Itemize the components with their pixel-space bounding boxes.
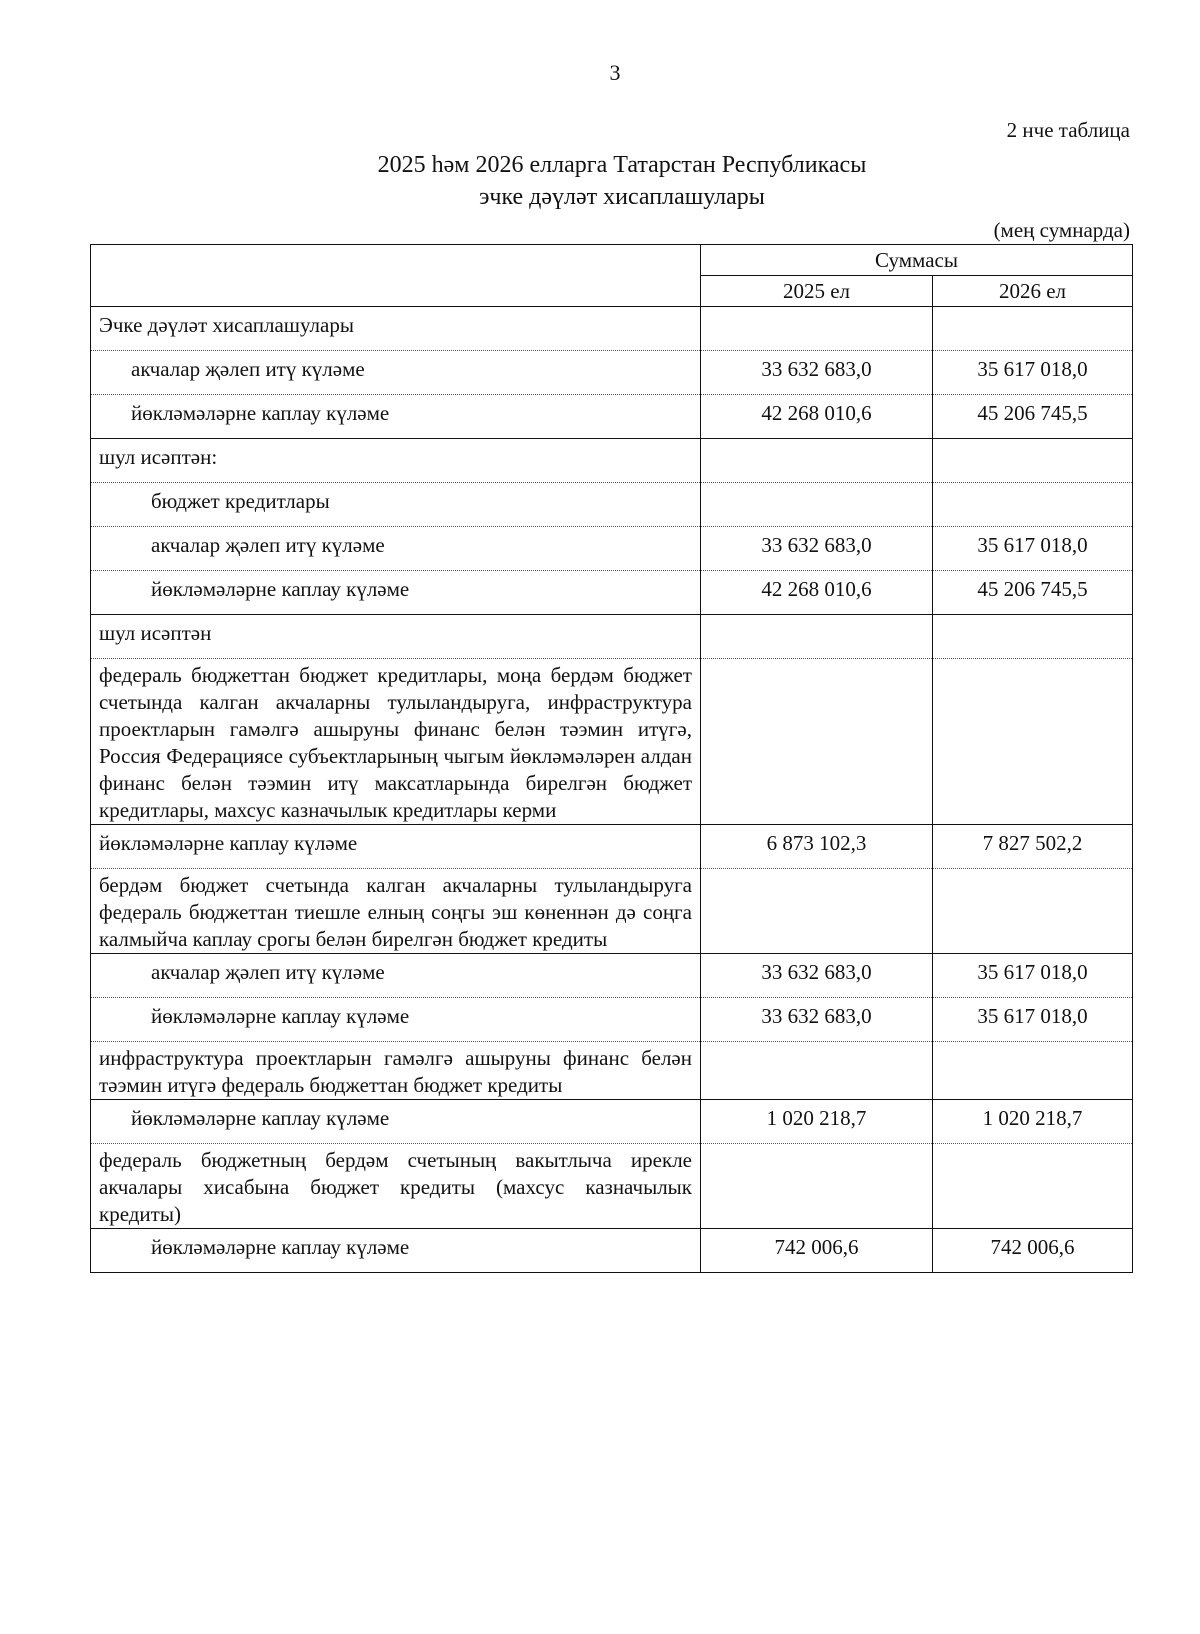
- value-2025: [701, 1042, 933, 1100]
- value-2025: [701, 659, 933, 825]
- value-2026: 35 617 018,0: [933, 954, 1133, 998]
- header-year-2025: 2025 ел: [701, 276, 933, 307]
- value-2026: 35 617 018,0: [933, 998, 1133, 1042]
- value-2026: 742 006,6: [933, 1229, 1133, 1273]
- table-row: [91, 825, 1133, 869]
- row-label: бердәм бюджет счетында калган акчаларны тулыландыруга федераль бюджеттан тиешле елның соңгы эш көненнән дә соңга калмыйча каплау срогы белән бирелгән бюджет кредиты: [91, 869, 701, 954]
- value-2025: 42 268 010,6: [701, 571, 933, 615]
- row-label: йөкләмәләрне каплау күләме: [91, 825, 701, 869]
- debt-table: [90, 244, 1133, 1273]
- value-2026: [933, 1144, 1133, 1229]
- table-row: [91, 1100, 1133, 1144]
- row-label: йөкләмәләрне каплау күләме: [91, 1100, 701, 1144]
- table-container: [90, 244, 1132, 1273]
- value-2025: 33 632 683,0: [701, 351, 933, 395]
- table-row: [91, 571, 1133, 615]
- value-2025: [701, 307, 933, 351]
- value-2025: [701, 1144, 933, 1229]
- value-2026: 35 617 018,0: [933, 527, 1133, 571]
- value-2025: [701, 869, 933, 954]
- row-label: акчалар җәлеп итү күләме: [91, 351, 701, 395]
- document-title: [0, 149, 1200, 213]
- table-row: [91, 307, 1133, 351]
- header-sum: Суммасы: [701, 245, 1133, 276]
- row-label: акчалар җәлеп итү күләме: [91, 527, 701, 571]
- value-2025: 42 268 010,6: [701, 395, 933, 439]
- value-2025: 1 020 218,7: [701, 1100, 933, 1144]
- units-note: (мең сумнарда): [993, 218, 1130, 242]
- table-row: [91, 527, 1133, 571]
- value-2025: [701, 439, 933, 483]
- row-label: бюджет кредитлары: [91, 483, 701, 527]
- row-label: йөкләмәләрне каплау күләме: [91, 571, 701, 615]
- value-2026: 45 206 745,5: [933, 395, 1133, 439]
- value-2026: [933, 483, 1133, 527]
- table-row: [91, 439, 1133, 483]
- value-2026: [933, 307, 1133, 351]
- table-label: 2 нче таблица: [1006, 118, 1130, 142]
- title-line-2: эчке дәүләт хисаплашулары: [479, 184, 765, 210]
- value-2025: [701, 483, 933, 527]
- row-label: йөкләмәләрне каплау күләме: [91, 1229, 701, 1273]
- row-label: акчалар җәлеп итү күләме: [91, 954, 701, 998]
- value-2025: 6 873 102,3: [701, 825, 933, 869]
- row-label: федераль бюджеттан бюджет кредитлары, моңа бердәм бюджет счетында калган акчаларны тулыландыруга, инфраструктура проектларын гамәлгә ашыруны финанс белән тәэмин итүгә, Россия Федерациясе субъектларының чыгым йөкләмәләрен алдан финанс белән тәэмин итү максатларында бирелгән бюджет кредитлары, махсус казначылык кредитлары керми: [91, 659, 701, 825]
- page-number: 3: [609, 60, 621, 85]
- title-line-1: 2025 һәм 2026 елларга Татарстан Республикасы: [377, 152, 867, 178]
- table-row: [91, 483, 1133, 527]
- table-row: [91, 869, 1133, 954]
- value-2025: 33 632 683,0: [701, 954, 933, 998]
- table-row: [91, 998, 1133, 1042]
- row-label: инфраструктура проектларын гамәлгә ашыруны финанс белән тәэмин итүгә федераль бюджеттан бюджет кредиты: [91, 1042, 701, 1100]
- table-row: [91, 1042, 1133, 1100]
- value-2026: [933, 659, 1133, 825]
- row-label: йөкләмәләрне каплау күләме: [91, 395, 701, 439]
- value-2026: [933, 1042, 1133, 1100]
- row-label: шул исәптән:: [91, 439, 701, 483]
- value-2026: 1 020 218,7: [933, 1100, 1133, 1144]
- table-row: [91, 395, 1133, 439]
- value-2025: 33 632 683,0: [701, 527, 933, 571]
- row-label: Эчке дәүләт хисаплашулары: [91, 307, 701, 351]
- value-2026: 35 617 018,0: [933, 351, 1133, 395]
- table-row: [91, 954, 1133, 998]
- value-2025: 742 006,6: [701, 1229, 933, 1273]
- table-row: [91, 1229, 1133, 1273]
- value-2025: [701, 615, 933, 659]
- value-2026: [933, 615, 1133, 659]
- row-label: федераль бюджетның бердәм счетының вакытлыча ирекле акчалары хисабына бюджет кредиты (махсус казначылык кредиты): [91, 1144, 701, 1229]
- value-2025: 33 632 683,0: [701, 998, 933, 1042]
- row-label: шул исәптән: [91, 615, 701, 659]
- value-2026: [933, 869, 1133, 954]
- value-2026: [933, 439, 1133, 483]
- table-row: [91, 351, 1133, 395]
- table-row: [91, 615, 1133, 659]
- header-empty-cell: [91, 245, 701, 307]
- table-row: [91, 659, 1133, 825]
- table-row: [91, 1144, 1133, 1229]
- row-label: йөкләмәләрне каплау күләме: [91, 998, 701, 1042]
- table-header-row: [91, 245, 1133, 276]
- header-year-2026: 2026 ел: [933, 276, 1133, 307]
- value-2026: 7 827 502,2: [933, 825, 1133, 869]
- value-2026: 45 206 745,5: [933, 571, 1133, 615]
